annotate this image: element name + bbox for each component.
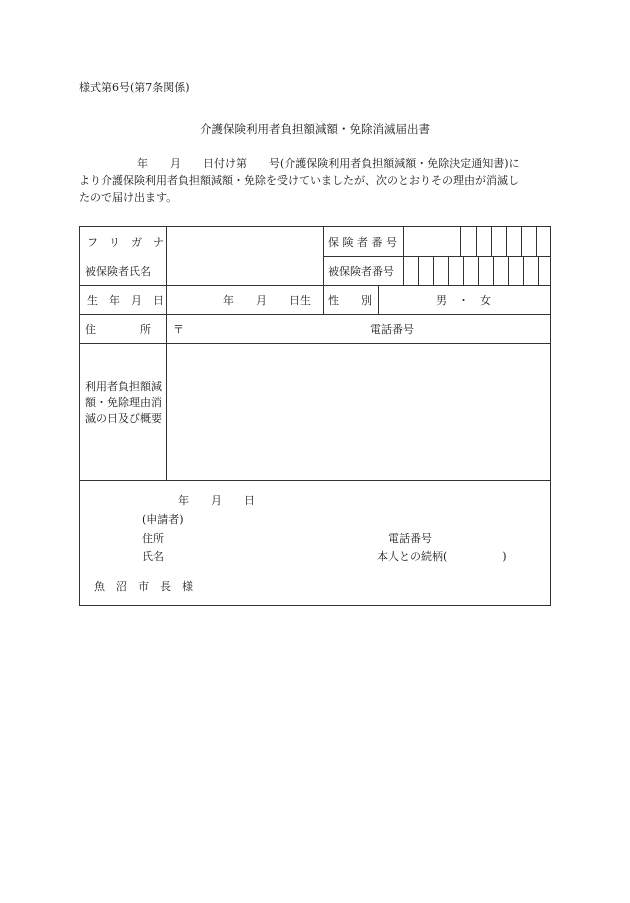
relation-label: 本人との続柄( ) [377, 550, 507, 563]
divider [80, 480, 551, 481]
digit-divider [538, 256, 539, 285]
applicant-label: (申請者) [142, 513, 184, 526]
digit-divider [523, 256, 524, 285]
digit-divider [508, 256, 509, 285]
insured-name-label: 被保険者氏名 [85, 265, 151, 278]
reason-label: 利用者負担額減額・免除理由消滅の日及び概要 [85, 380, 162, 425]
form-number: 様式第6号(第7条関係) [79, 81, 190, 94]
insured-number-label: 被保険者番号 [328, 265, 394, 278]
digit-divider [536, 227, 537, 256]
addressee: 魚 沼 市 長 様 [94, 580, 193, 593]
intro-line-1: 年 月 日付け第 号(介護保険利用者負担額減額・免除決定通知書)に [137, 157, 520, 170]
digit-divider [448, 256, 449, 285]
divider [80, 285, 551, 286]
divider [378, 285, 379, 314]
form-table [79, 226, 551, 606]
sex-label: 性 別 [328, 294, 372, 307]
address-phone-label: 電話番号 [370, 323, 414, 336]
furigana-label: フ リ ガ ナ [87, 236, 164, 249]
document-title: 介護保険利用者負担額減額・免除消滅届出書 [200, 122, 430, 136]
digit-divider [476, 227, 477, 256]
intro-paragraph [79, 155, 551, 206]
digit-divider [433, 256, 434, 285]
intro-line-3: たので届け出ます。 [79, 191, 178, 204]
divider [323, 285, 324, 314]
digit-divider [460, 227, 461, 256]
applicant-address-label: 住所 [142, 532, 164, 545]
digit-divider [506, 227, 507, 256]
sex-options: 男 ・ 女 [436, 294, 491, 307]
intro-line-2: より介護保険利用者負担額減額・免除を受けていましたが、次のとおりその理由が消滅し [79, 174, 519, 187]
digit-divider [493, 256, 494, 285]
divider [323, 256, 551, 257]
postal-mark: 〒 [173, 323, 184, 336]
digit-divider [418, 256, 419, 285]
digit-divider [478, 256, 479, 285]
divider [80, 343, 551, 344]
divider [166, 227, 167, 480]
submission-date: 年 月 日 [178, 494, 255, 507]
birthdate-label: 生 年 月 日 [87, 294, 164, 307]
digit-divider [463, 256, 464, 285]
insurer-number-label: 保 険 者 番 号 [328, 236, 397, 249]
address-label: 住 所 [85, 323, 151, 336]
digit-divider [521, 227, 522, 256]
divider [403, 227, 404, 285]
digit-divider [491, 227, 492, 256]
divider [80, 314, 551, 315]
applicant-phone-label: 電話番号 [388, 532, 432, 545]
applicant-name-label: 氏名 [142, 550, 164, 563]
birthdate-value: 年 月 日生 [223, 294, 311, 307]
